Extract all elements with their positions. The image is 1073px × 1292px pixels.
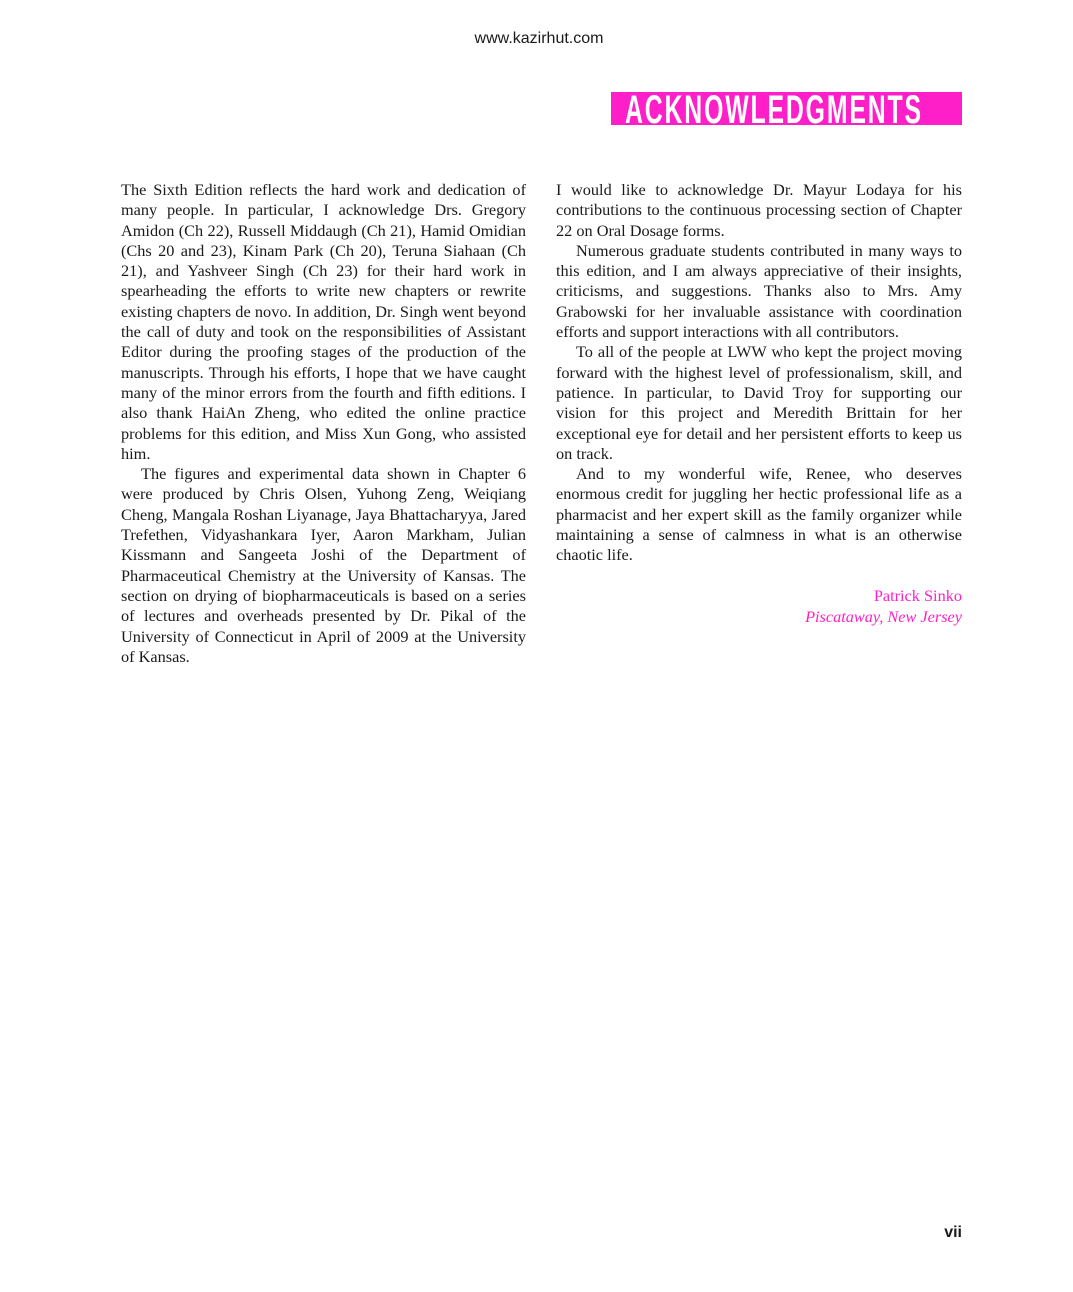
- paragraph: And to my wonderful wife, Renee, who deserves enormous credit for juggling her hectic professional life as a pharmacist and her expert skill as the family organizer while maintaining a sense of calmness in what is an otherwise chaotic life.: [556, 464, 962, 565]
- signature-block: [556, 585, 962, 627]
- left-column: [121, 180, 526, 667]
- paragraph: The figures and experimental data shown in Chapter 6 were produced by Chris Olsen, Yuhong Zeng, Weiqiang Cheng, Mangala Roshan Liyanage, Jaya Bhattacharyya, Jared Trefethen, Vidyashankara Iyer, Aaron Markham, Julian Kissmann and Sangeeta Joshi of the Department of Pharmaceutical Chemistry at the University of Kansas. The section on drying of biopharmaceuticals is based on a series of lectures and overheads presented by Dr. Pikal of the University of Connecticut in April of 2009 at the University of Kansas.: [121, 464, 526, 666]
- paragraph: To all of the people at LWW who kept the project moving forward with the highest level of professionalism, skill, and patience. In particular, to David Troy for supporting our vision for this project and Meredith Brittain for her exceptional eye for detail and her persistent efforts to keep us on track.: [556, 342, 962, 463]
- page-title: ACKNOWLEDGMENTS: [625, 92, 923, 125]
- paragraph: The Sixth Edition reflects the hard work and dedication of many people. In particular, I acknowledge Drs. Gregory Amidon (Ch 22), Russell Middaugh (Ch 21), Hamid Omidian (Chs 20 and 23), Kinam Park (Ch 20), Teruna Siahaan (Ch 21), and Yashveer Singh (Ch 23) for their hard work in spearheading the efforts to write new chapters or rewrite existing chapters de novo. In addition, Dr. Singh went beyond the call of duty and took on the responsibilities of Assistant Editor during the proofing stages of the production of the manuscripts. Through his efforts, I hope that we have caught many of the minor errors from the fourth and fifth editions. I also thank HaiAn Zheng, who edited the online practice problems for this edition, and Miss Xun Gong, who assisted him.: [121, 180, 526, 463]
- site-url: www.kazirhut.com: [474, 30, 604, 47]
- paragraph: Numerous graduate students contributed in many ways to this edition, and I am always appreciative of their insights, criticisms, and suggestions. Thanks also to Mrs. Amy Grabowski for her invaluable assistance with coordination efforts and support interactions with all contributors.: [556, 240, 962, 342]
- heading-banner: [611, 92, 962, 125]
- paragraph: I would like to acknowledge Dr. Mayur Lodaya for his contributions to the continuous processing section of Chapter 22 on Oral Dosage forms.: [556, 180, 962, 240]
- signature-place: Piscataway, New Jersey: [805, 607, 962, 626]
- right-column: [556, 180, 962, 566]
- page-number: vii: [944, 1224, 962, 1241]
- signature-name: Patrick Sinko: [873, 586, 962, 605]
